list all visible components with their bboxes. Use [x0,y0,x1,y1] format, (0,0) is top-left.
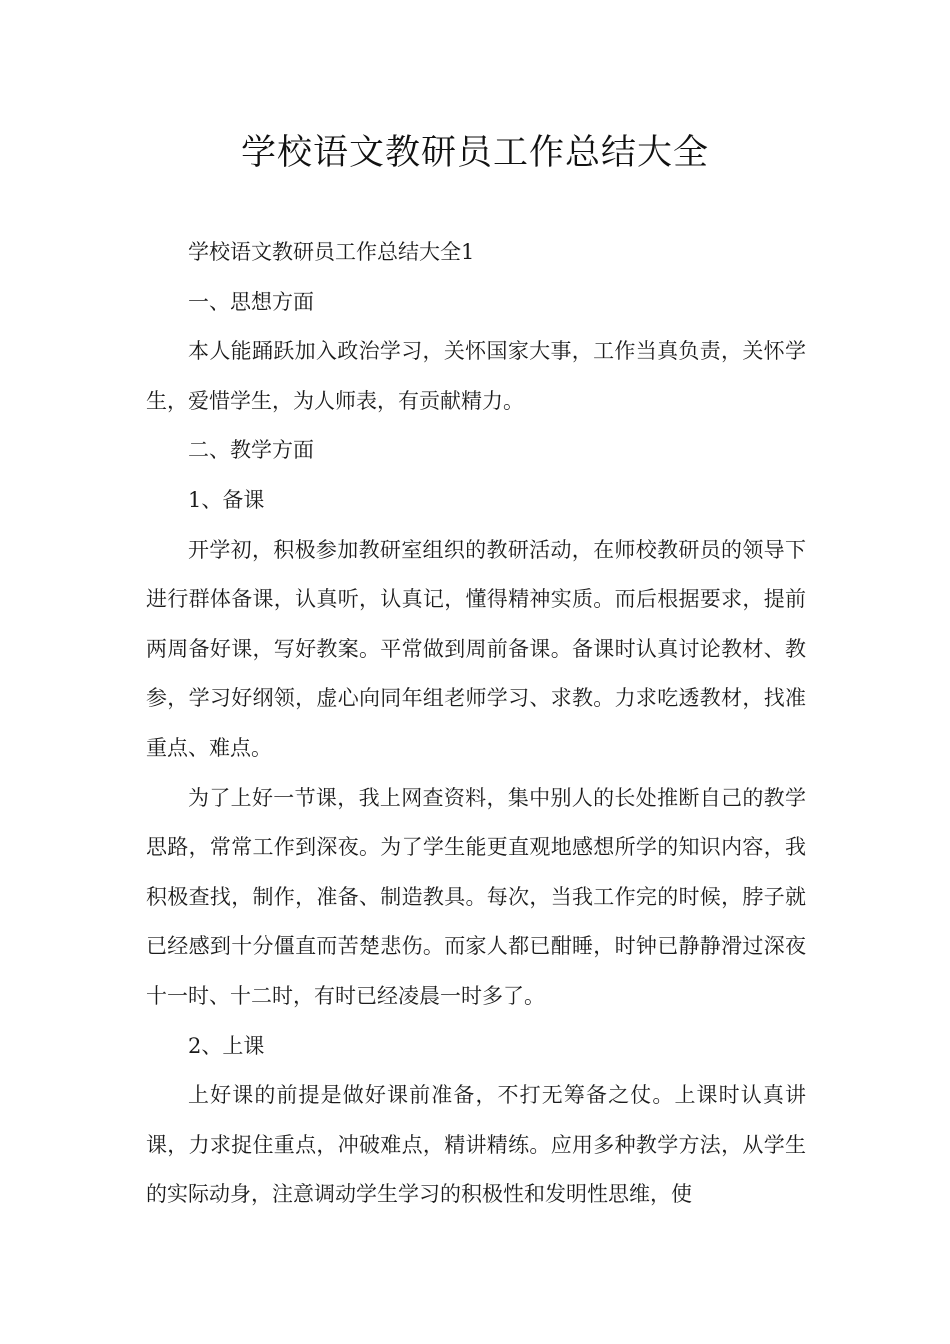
paragraph-heading-prep: 1、备课 [188,487,265,512]
paragraph-heading-thought: 一、思想方面 [188,289,314,314]
paragraph-thought-body: 本人能踊跃加入政治学习，关怀国家大事，工作当真负责，关怀学生，爱惜学生，为人师表，有贡献精力。 [146,339,806,413]
paragraph-prep-effort: 为了上好一节课，我上网查资料，集中别人的长处推断自己的教学思路，常常工作到深夜。为了学生能更直观地感想所学的知识内容，我积极查找，制作，准备、制造教具。每次，当我工作完的时候，脖子就已经感到十分僵直而苦楚悲伤。而家人都已酣睡，时钟已静静滑过深夜十一时、十二时，有时已经凌晨一时多了。 [146,785,806,1008]
paragraph-prep-body: 开学初，积极参加教研室组织的教研活动，在师校教研员的领导下进行群体备课，认真听，认真记，懂得精神实质。而后根据要求，提前两周备好课，写好教案。平常做到周前备课。备课时认真讨论教材、教参，学习好纲领，虚心向同年组老师学习、求教。力求吃透教材，找准重点、难点。 [146,537,806,760]
document-body [146,228,806,1220]
paragraph-class-body: 上好课的前提是做好课前准备，不打无筹备之仗。上课时认真讲课，力求捉住重点，冲破难点，精讲精练。应用多种教学方法，从学生的实际动身，注意调动学生学习的积极性和发明性思维，使 [146,1083,806,1207]
paragraph-section-heading: 学校语文教研员工作总结大全1 [188,240,475,264]
paragraph-heading-class: 2、上课 [188,1033,265,1058]
paragraph-heading-teaching: 二、教学方面 [188,438,314,463]
document-title: 学校语文教研员工作总结大全 [240,133,709,173]
